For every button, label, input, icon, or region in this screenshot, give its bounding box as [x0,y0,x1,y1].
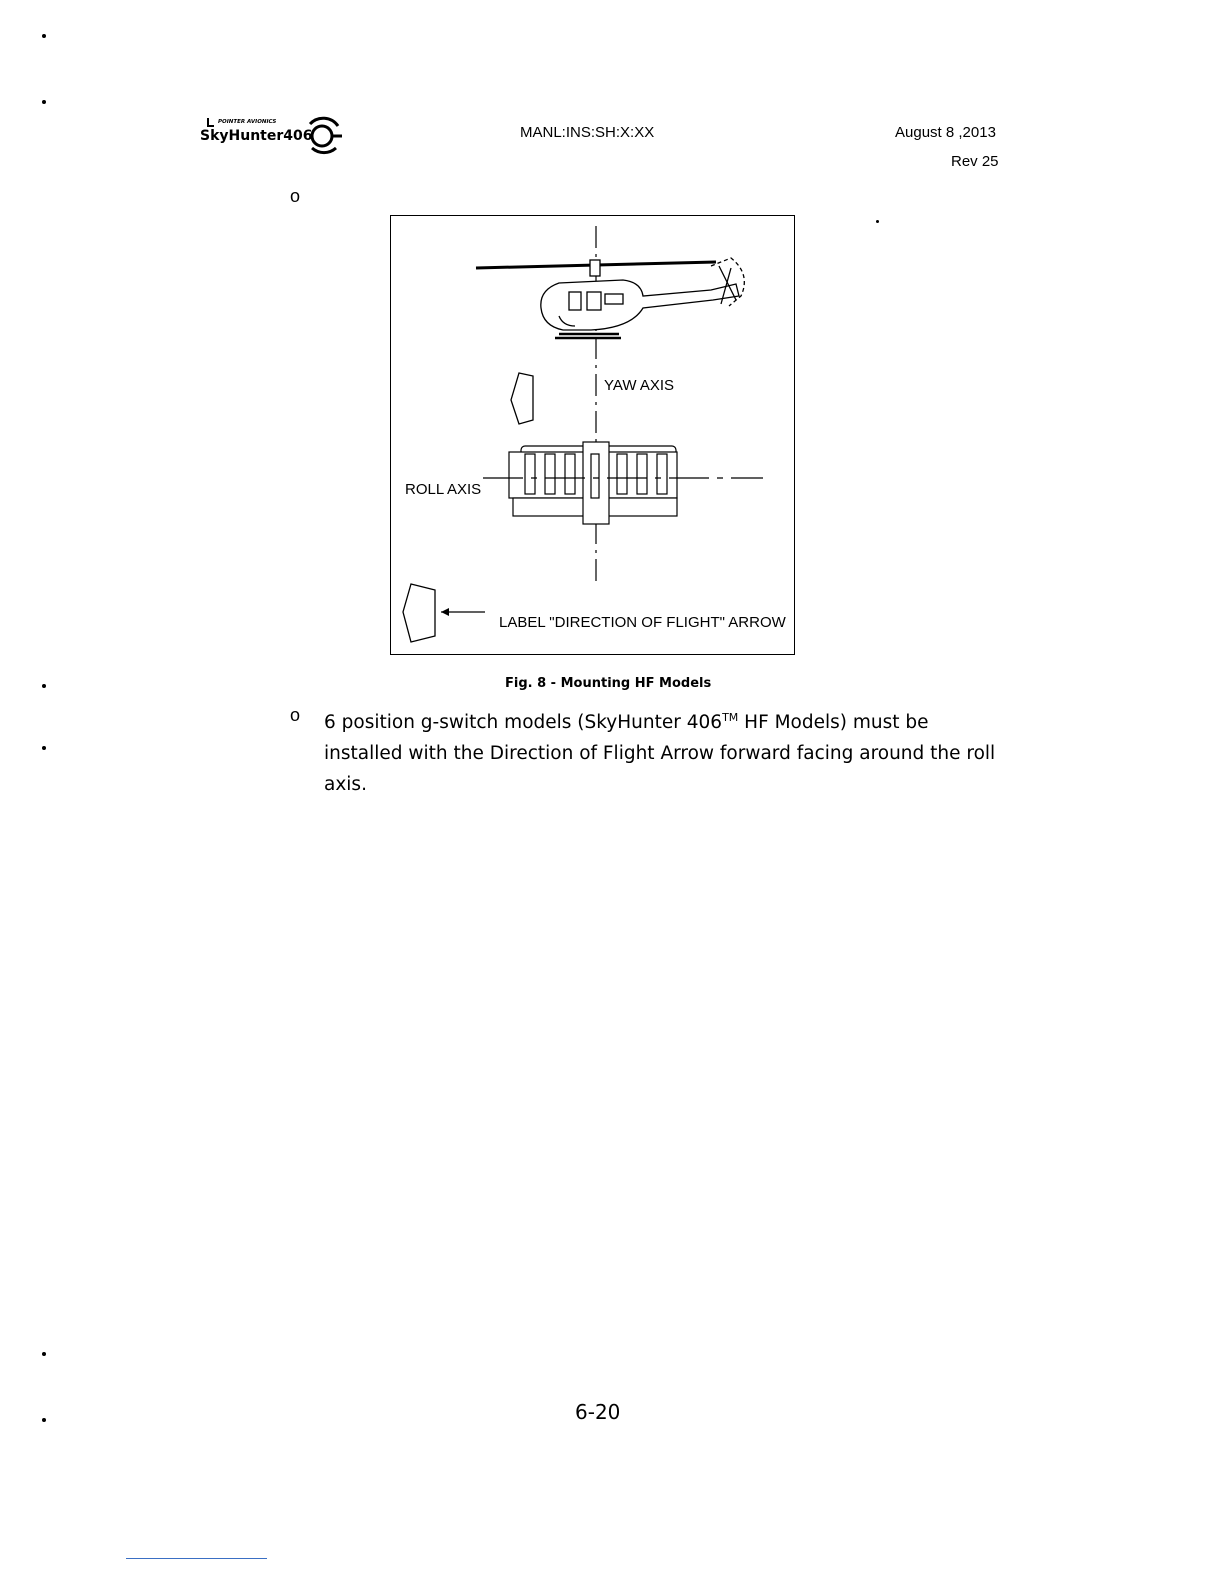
mounting-diagram [391,216,796,656]
body-text-part: 6 position g-switch models (SkyHunter 406 [324,712,723,734]
helicopter-drawing [476,258,744,338]
scan-speck [876,220,879,223]
arrow-leader-head [441,608,449,616]
page-number: 6-20 [575,1400,621,1424]
scan-speck [42,746,46,750]
hf-device-drawing [509,442,677,524]
scan-speck [42,1418,46,1422]
roll-axis-label: ROLL AXIS [405,481,482,498]
bullet-marker: o [290,186,301,206]
document-revision: Rev 25 [951,153,999,170]
company-logo [200,112,350,162]
bullet-marker: o [290,705,301,725]
body-text-part: HF Models) must be installed with the Direction of Flight Arrow forward facing around the roll axis. [324,712,996,796]
svg-text:SkyHunter406: SkyHunter406 [200,128,313,144]
direction-arrow-small [511,373,533,424]
direction-of-flight-arrow [403,584,435,642]
scan-speck [42,34,46,38]
document-id: MANL:INS:SH:X:XX [520,124,655,141]
figure-caption: Fig. 8 - Mounting HF Models [505,676,712,691]
body-paragraph [324,702,1004,800]
mounting-figure [390,215,795,655]
footnote-rule [126,1558,267,1559]
document-date: August 8 ,2013 [895,124,996,141]
yaw-axis-label: YAW AXIS [604,377,675,394]
trademark-superscript: TM [722,711,739,724]
flight-arrow-label: LABEL "DIRECTION OF FLIGHT" ARROW [499,614,786,631]
svg-text:POINTER AVIONICS: POINTER AVIONICS [218,119,277,125]
scan-speck [42,100,46,104]
scan-speck [42,1352,46,1356]
scan-speck [42,684,46,688]
